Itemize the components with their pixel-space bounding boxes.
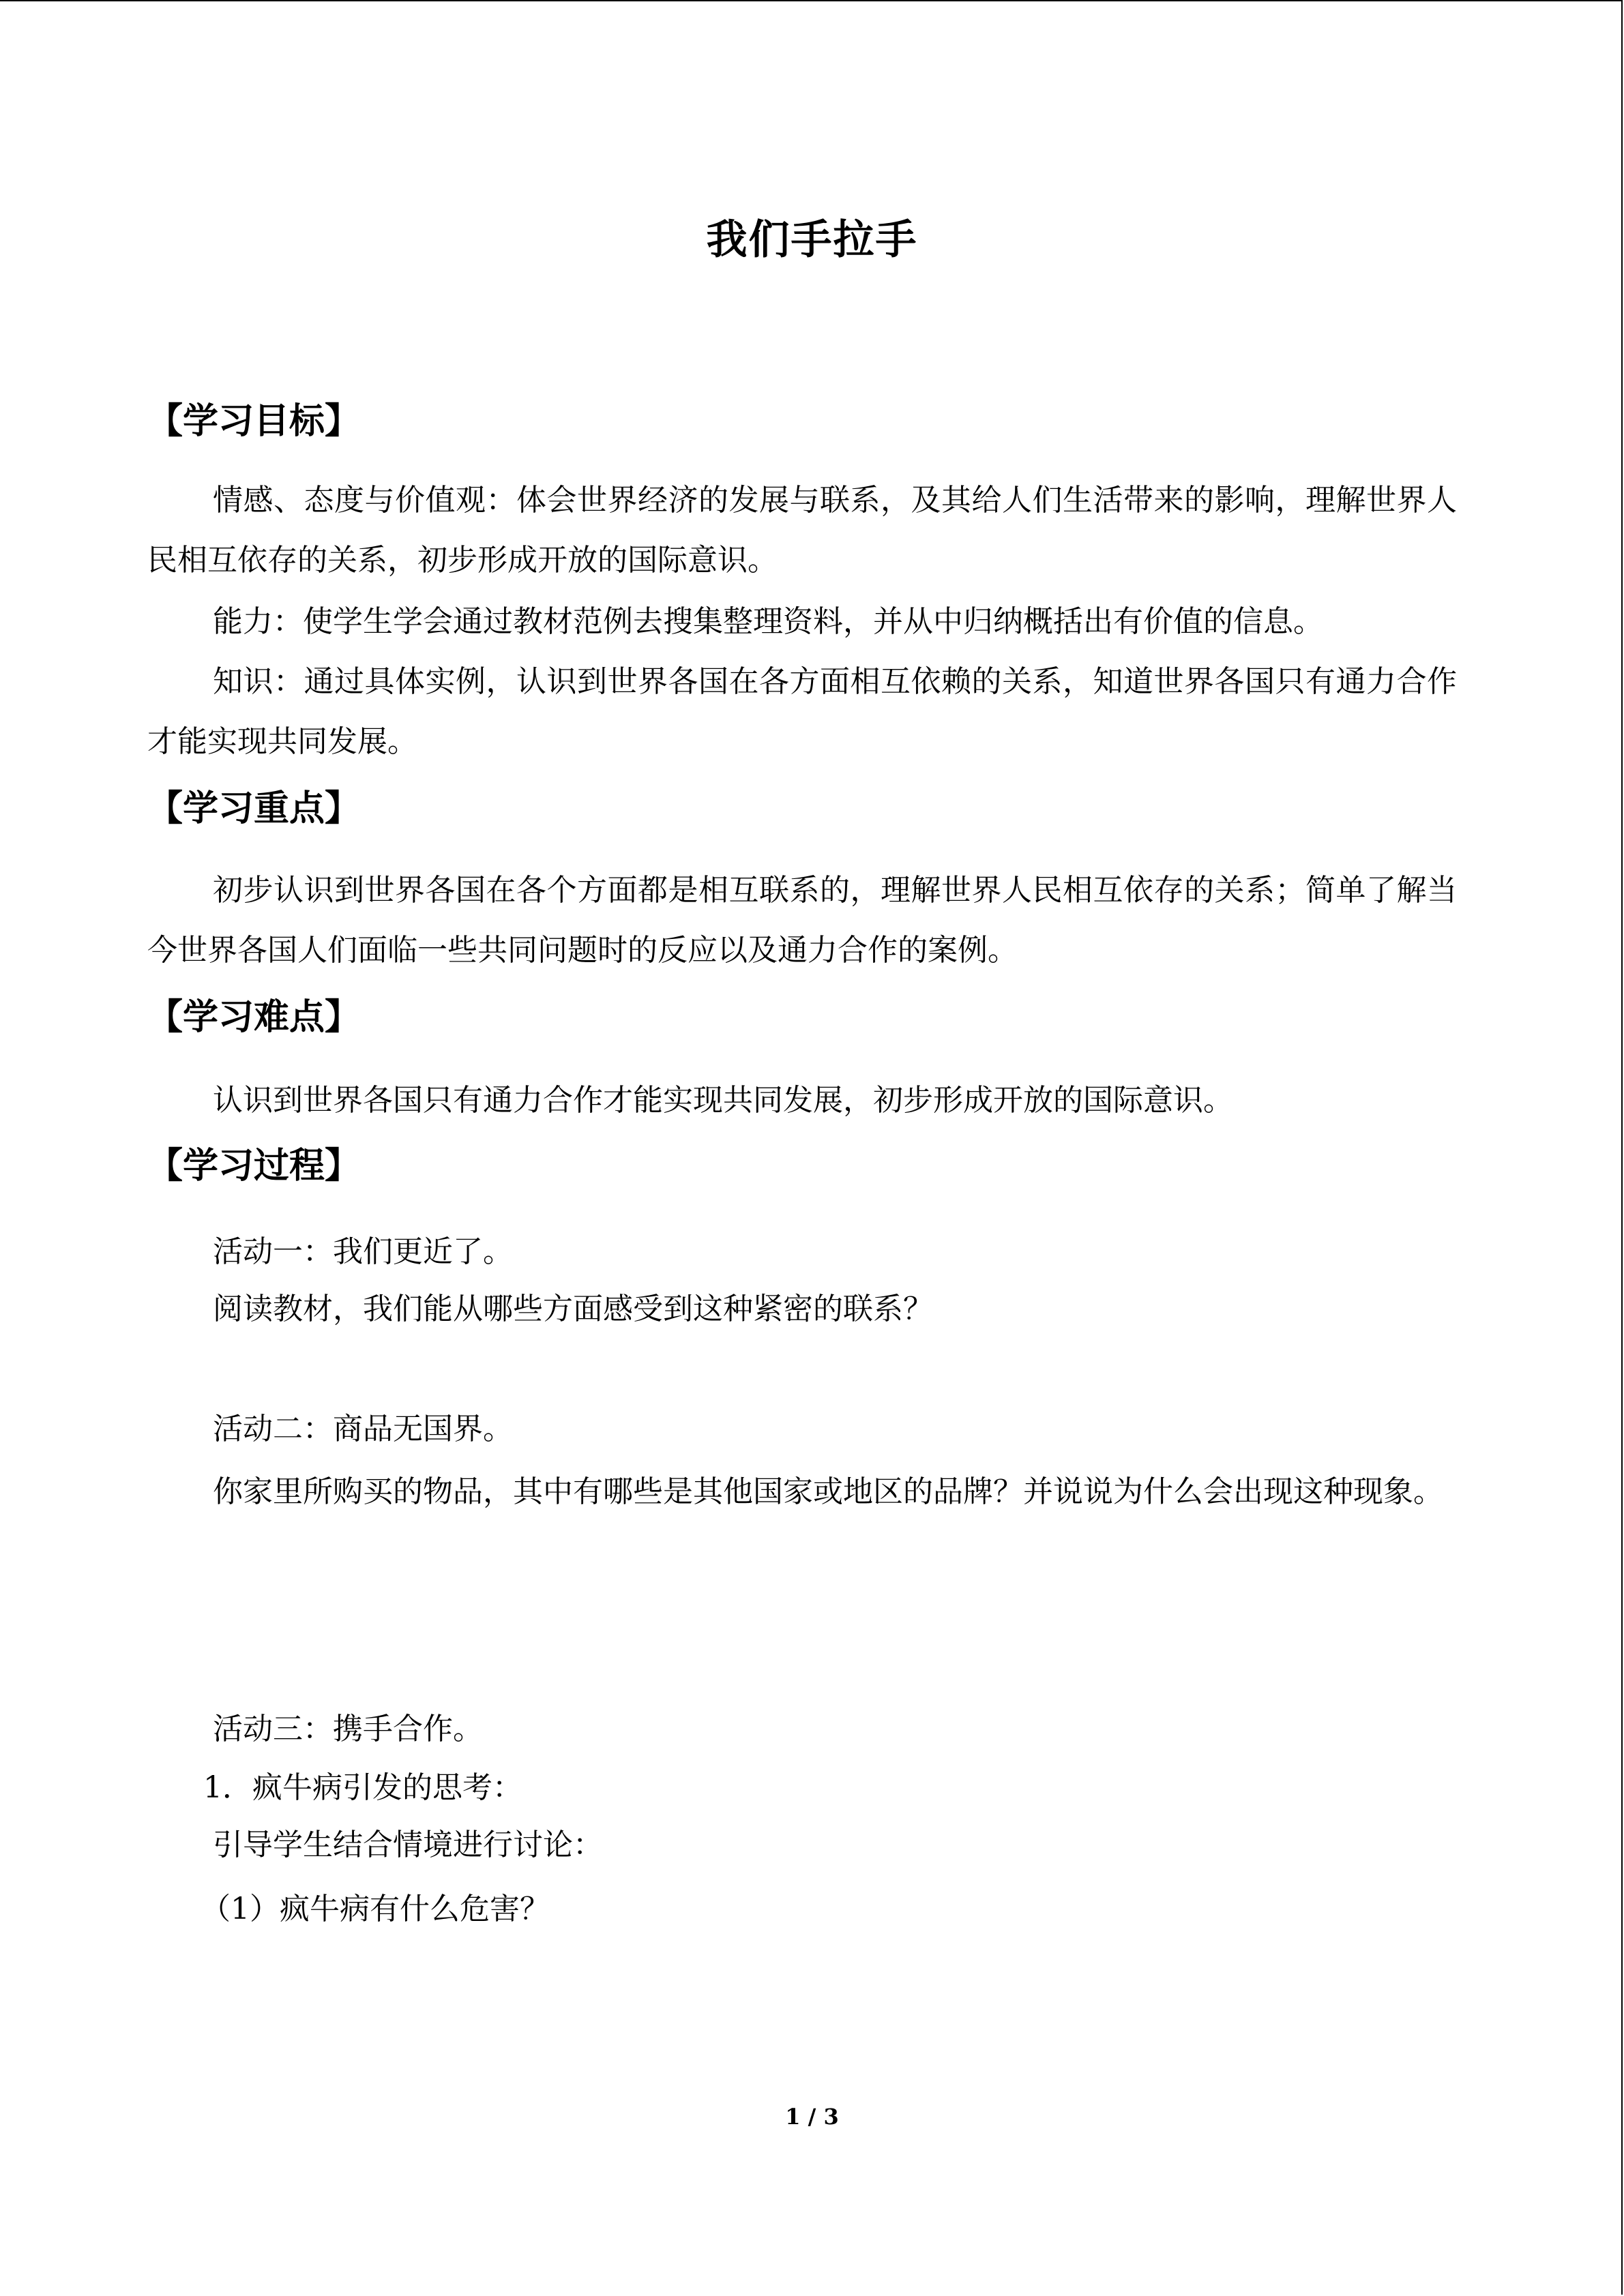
activity-three-title: 活动三：携手合作。 — [213, 1712, 483, 1746]
section-heading-key-points: 【学习重点】 — [147, 788, 361, 829]
activity-three-item-one: 1．疯牛病引发的思考： — [203, 1770, 522, 1805]
page-number: 1 / 3 — [785, 2104, 839, 2130]
activity-three-question-one: （1）疯牛病有什么危害？ — [201, 1892, 550, 1926]
goals-paragraph-knowledge: 知识：通过具体实例，认识到世界各国在各方面相互依赖的关系，知道世界各国只有通力合作才能实现共同发展。 — [147, 664, 1457, 759]
section-heading-process: 【学习过程】 — [147, 1145, 361, 1187]
key-points-paragraph: 初步认识到世界各国在各个方面都是相互联系的，理解世界人民相互依存的关系；简单了解当今世界各国人们面临一些共同问题时的反应以及通力合作的案例。 — [147, 873, 1457, 968]
section-heading-goals: 【学习目标】 — [147, 400, 361, 442]
section-heading-difficulties: 【学习难点】 — [147, 996, 361, 1038]
activity-two-task: 你家里所购买的物品，其中有哪些是其他国家或地区的品牌？并说说为什么会出现这种现象。 — [213, 1474, 1443, 1509]
page-title: 我们手拉手 — [706, 216, 918, 264]
activity-one-task: 阅读教材，我们能从哪些方面感受到这种紧密的联系？ — [213, 1292, 933, 1326]
activity-three-guide: 引导学生结合情境进行讨论： — [213, 1828, 603, 1862]
activity-one-title: 活动一：我们更近了。 — [213, 1234, 513, 1269]
goals-paragraph-ability: 能力：使学生学会通过教材范例去搜集整理资料，并从中归纳概括出有价值的信息。 — [213, 604, 1323, 639]
goals-paragraph-attitude: 情感、态度与价值观：体会世界经济的发展与联系，及其给人们生活带来的影响，理解世界人民相互依存的关系，初步形成开放的国际意识。 — [147, 483, 1457, 578]
activity-two-title: 活动二：商品无国界。 — [213, 1412, 513, 1446]
difficulties-paragraph: 认识到世界各国只有通力合作才能实现共同发展，初步形成开放的国际意识。 — [213, 1083, 1233, 1118]
